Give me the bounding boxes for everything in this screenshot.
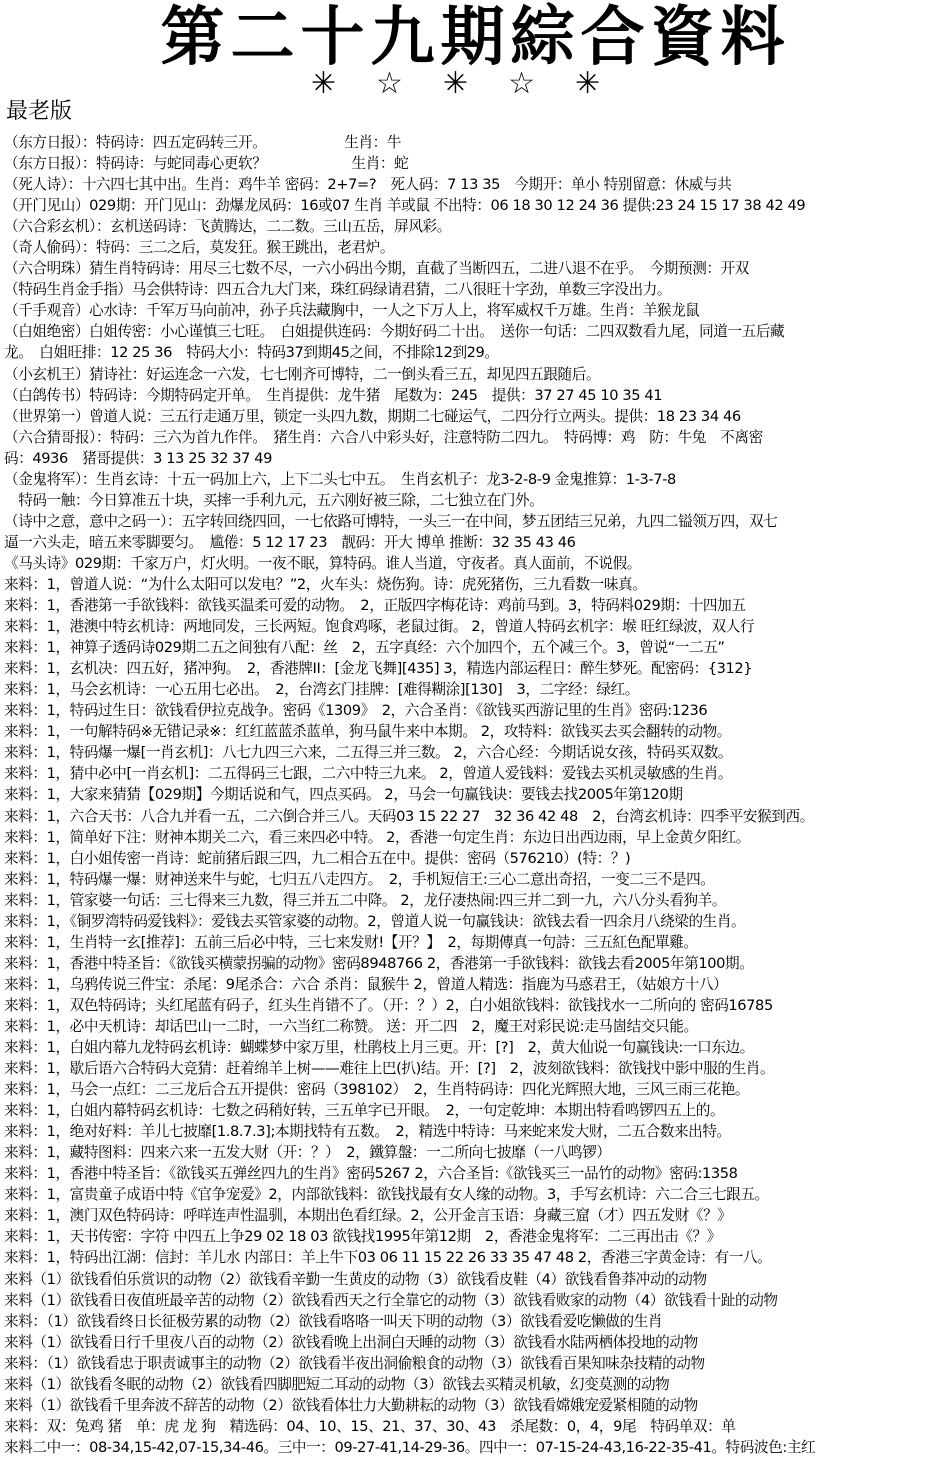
text-line: 来料：1，特码爆一爆[一肖玄机]：八七九四三六来，二五得三并三数。 2，六合心经：今期话说女孩，特码买双数。 [4,744,733,762]
text-line: 来料：（1）欲钱看忠于职责诚事主的动物（2）欲钱看半夜出洞偷粮食的动物（3）欲钱看百果知味杂技精的动物 [4,1354,705,1372]
text-line: 来料：1，特码爆一爆：财神送来牛与蛇，七归五八走四方。 2，手机短信王:三心二意出奇招，一变二三不是四。 [4,870,715,888]
text-line: 来料（1）欲钱看日夜值班最辛苦的动物（2）欲钱看西天之行全靠它的动物（3）欲钱看败家的动物（4）欲钱看十趾的动物 [4,1291,778,1309]
text-line: 码：4936 猪哥提供：3 13 25 32 37 49 [4,449,273,467]
text-line: 来料：1，玄机决：四五好，猪冲狗。 2，香港牌II：[金龙飞舞][435] 3，精选内部运程日：醉生梦死。配密码：{312} [4,660,753,678]
text-line: 来料：1，双色特码诗；头红尾蓝有码子，红头生肖错不了。（开：？）2，白小姐欲钱料：欲钱找水一二所向的 密码16785 [4,996,773,1014]
star-icon: ☆ [376,66,443,101]
text-line: 来料：1，香港中特圣旨：《欲钱买横蒙拐骗的动物》密码8948766 2，香港第一手欲钱料：欲钱去看2005年第100期。 [4,954,754,972]
text-line: （东方日报）：特码诗：四五定码转三开。 生肖：牛 [4,134,402,151]
text-line: 来料：1，曾道人说：“为什么太阳可以发电？”2，火车头：烧伤狗。诗：虎死猪伤，三九看数一味真。 [4,575,647,593]
text-line: 来料：1，港澳中特玄机诗：两地同发，三长两短。饱食鸡啄，老鼠过街。 2，曾道人特码玄机字：堠 旺红绿波，双人行 [4,618,755,636]
document-body [4,132,948,1458]
star-divider [0,66,951,102]
text-line: （白姐绝密）白姐传密：小心谨慎三七旺。 白姐提供连码：今期好码二十出。 送你一句话：二四双数看九尾，同道一五后藏 [4,323,785,341]
text-line: （东方日报）：特码诗：与蛇同毒心更软？ 生肖：蛇 [4,155,409,173]
text-line: （死人诗）：十六四七其中出。生肖：鸡牛羊 密码：2+7=? 死人码：7 13 35 今期开：单小 特别留意：休威与共 [4,176,732,194]
text-line: 来料：1，一句解特码※无错记录※：红红蓝蓝杀蓝单，狗马鼠牛来中本期。 2，攻特料：欲钱买去买会翻转的动物。 [4,723,731,741]
text-line: 来料：1，藏特图料：四来六来一五发大财（开：？） 2，鐵算盤：一二所向七披靡（一八鸣锣） [4,1144,611,1162]
text-line: 来料（1）欲钱看伯乐赏识的动物（2）欲钱看辛勤一生黄皮的动物（3）欲钱看皮鞋（4）欲钱看鲁莽冲动的动物 [4,1270,707,1288]
text-line: 来料：双：兔鸡 猪 单：虎 龙 狗 精选码：04、10、15、21、37、30、43 杀尾数：0，4，9尾 特码单双：单 [4,1417,736,1435]
edition-label: 最老版 [6,99,73,124]
text-line: 来料：1，白姐内幕九龙特码玄机诗：蝴蝶梦中家万里，杜鹃枝上月三更。开：[?] 2，黄大仙说一句赢钱诀:一口东边。 [4,1039,754,1057]
text-line: 来料：1，天书传密：字符 中四五上争29 02 18 03 欲钱找1995年第12期 2，香港金鬼将军：二三再出击《？》 [4,1228,721,1246]
text-line: 来料：1，香港中特圣旨：《欲钱买五弹丝四九的生肖》密码5267 2，六合圣旨:《欲钱买三一品竹的动物》密码:1358 [4,1165,738,1183]
text-line: 来料：1，乌鸦传说三件宝：杀尾：9尾杀合：六合 杀肖：鼠猴牛 2，曾道人精选：指鹿为马惑君王，（姑娘方十八） [4,975,728,993]
text-line: 来料：1，特码过生日：欲钱看伊拉克战争。密码《1309》 2，六合圣肖：《欲钱买西游记里的生肖》密码:1236 [4,702,708,720]
text-line: 逼一六头走，暗五来零脚要匀。 尴倦：5 12 17 23 靓码：开大 博单 推断：32 35 43 46 [4,533,576,551]
text-line: （六合明珠）猜生肖特码诗：用尽三七数不尽，一六小码出今期，直截了当断四五，二进八退不在乎。 今期预测：开双 [4,260,749,278]
text-line: 来料：1，澳门双色特码诗：呼咩连声性温驯，本期出色看红绿。2，公开金言玉语：身藏三窟（才）四五发财《？》 [4,1207,732,1225]
text-line: （开门见山）029期：开门见山：劲爆龙凤码：16或07 生肖 羊或鼠 不出特：06 18 30 12 24 36 提供:23 24 15 17 38 42 49 [4,197,806,215]
text-line: 来料：1，《铜罗湾特码爱钱料》：爱钱去买管家婆的动物。2，曾道人说一句赢钱诀：欲钱去看一四余月八绕梁的生肖。 [4,912,746,930]
text-line: 《马头诗》029期：千家万户，灯火明。一夜不眠，算特码。谁人当道，守夜者。真人面前，不说假。 [4,554,641,572]
text-line: （小玄机王）猜诗社：好运连念一六发，七七刚齐可博特，二一倒头看三五，却见四五跟随后。 [4,365,601,383]
text-line: （千手观音）心水诗：千军万马向前冲，孙子兵法藏胸中，一人之下万人上，将军威权千万雄。生肖：羊猴龙鼠 [4,302,700,320]
text-line: （白鸽传书）特码诗：今期特码定开单。 生肖提供：龙牛猪 尾数为：245 提供：37 27 45 10 35 41 [4,386,663,404]
asterisk-icon: ✳ [442,66,509,101]
text-line: 来料：1，六合天书：八合九并看一五，二六倒合并三八。天码03 15 22 27 32 36 42 48 2，台湾玄机诗：四季平安猴到西。 [4,807,814,825]
text-line: 来料：（1）欲钱看终日长征极劳累的动物（2）欲钱看咯咯一叫天下明的动物（3）欲钱看爱吃懒做的生肖 [4,1312,663,1330]
text-line: （六合彩玄机）：玄机送码诗：飞黄腾达，二二数。三山五岳，屏风彩。 [4,218,451,236]
text-line: 来料：1，白小姐传密一肖诗：蛇前猪后跟三四，九二相合五在中。提供：密码（576210）(特：？) [4,849,631,867]
text-line: 来料：1，必中天机诗：却话巴山一二时，一六当红二称赞。 送：开二四 2，魔王对彩民说:走马崮结交只能。 [4,1017,698,1035]
text-line: 来料（1）欲钱看日行千里夜八百的动物（2）欲钱看晚上出洞白天睡的动物（3）欲钱看水陆两栖体投地的动物 [4,1333,698,1351]
text-line: 来料：1，管家婆一句话：三七得来三九数，得三并五二中降。 2，龙仔凄热闹:四三并二到一九，六八分头看狗羊。 [4,891,727,909]
page-title: 第二十九期綜合資料 [160,0,791,75]
text-line: 来料：1，简单好下注：财神本期关二六，看三来四必中特。 2，香港一句定生肖：东边日出西边雨，早上金黄夕阳红。 [4,828,750,846]
text-line: 来料：1，生肖特一玄[推荐]：五前三后必中特，三七来发财!【开？】 2，每期傳真一句詩：三五紅色配單雞。 [4,933,698,951]
text-line: （六合猜哥报）：特码：三六为首九作伴。 猪生肖：六合八中彩头好，注意特防二四九。 特码博：鸡 防：牛兔 不离密 [4,428,763,446]
text-line: 来料：1，香港第一手欲钱料：欲钱买温柔可爱的动物。 2，正版四字梅花诗：鸡前马到。3，特码料029期：十四加五 [4,597,746,615]
text-line: （金鬼将军）：生肖玄诗：十五一码加上六，上下二头七中五。 生肖玄机子：龙3-2-8-9 金鬼推算：1-3-7-8 [4,470,676,488]
star-icon: ☆ [508,66,575,101]
text-line: 来料：1，富贵童子成语中特《官争宠爱》2，内部欲钱料：欲钱找最有女人缘的动物。3，手写玄机诗：六二合三七跟五。 [4,1186,769,1204]
text-line: 来料：1，马会玄机诗：一心五用七必出。 2，台湾玄门挂牌：[难得糊涂][130] 3，二字经：绿红。 [4,681,639,699]
text-line: 来料：1，猜中必中[一肖玄机]：二五得码三七跟，二六中特三九来。 2，曾道人爱钱料：爱钱去买机灵敏感的生肖。 [4,765,733,783]
text-line: 来料：1，歇后语六合特码大竞猜：赶着绵羊上树——难往上巴(扒)结。开：[?] 2，波刻欲钱料：欲钱找中影中服的生肖。 [4,1060,775,1078]
text-line: 来料：1，白姐内幕特码玄机诗：七数之码稍好转，三五单字已开眼。 2，一句定乾坤：本期出特看鸣锣四五上的。 [4,1102,725,1120]
text-line: 来料：1，特码出江湖：信封：羊儿水 内部日：羊上牛下03 06 11 15 22 26 33 35 47 48 2，香港三字黄金诗：有一八。 [4,1249,772,1267]
text-line: 来料（1）欲钱看千里奔波不辞苦的动物（2）欲钱看体壮力大勤耕耘的动物（3）欲钱看嫦娥宠爱紧相随的动物 [4,1396,698,1414]
text-line: 来料：1，马会一点红：二三龙后合五开提供：密码（398102） 2，生肖特码诗：四化光辉照大地，三风三雨三花艳。 [4,1081,750,1099]
text-line: （世界第一）曾道人说：三五行走通万里，锁定一头四九数，期期二七碰运气，二四分行立两头。提供：18 23 34 46 [4,407,741,425]
text-line: 来料：1，神算子透码诗029期二五之间独有八配：丝 2，五字真经：六个加四个，五个减三个。3，曾说“一二五” [4,639,725,657]
text-line: 来料：1，绝对好料：羊儿七披靡[1.8.7.3];本期找特有五数。 2，精选中特诗：马来蛇来发大财，二五合数来出特。 [4,1123,731,1141]
text-line: （特码生肖金手指）马会供特诗：四五合九大门来，珠红码绿请君猜，二八很旺十字劲，单数三字没出力。 [4,281,672,299]
text-line: 龙。 白姐旺排：12 25 36 特码大小：特码37到期45之间，不排除12到29。 [4,344,499,362]
text-line: 来料（1）欲钱看冬眠的动物（2）欲钱看四脚肥短二耳动的动物（3）欲钱去买精灵机敏，幻变莫测的动物 [4,1375,670,1393]
asterisk-icon: ✳ [310,66,377,101]
text-line: 特码一触：今日算准五十块，买摔一手利九元，五六刚好被三除，二七独立在门外。 [4,491,544,509]
text-line: （诗中之意，意中之码一）：五字转回绕四回，一七依路可博特，一头三一在中间，梦五团结三兄弟，九四二镒领万四，双七 [4,512,778,530]
text-line: 来料：1，大家来猜猜【029期】今期话说和气，四点买码。 2，马会一句赢钱诀：要钱去找2005年第120期 [4,786,683,804]
text-line: （奇人偷码）：特码：三二之后，莫发狂。猴王跳出，老君炉。 [4,239,395,257]
text-line: 来料二中一：08-34,15-42,07-15,34-46。三中一：09-27-41,14-29-36。四中一：07-15-24-43,16-22-35-41。特码波色:主红 [4,1438,816,1456]
asterisk-icon: ✳ [574,66,641,101]
